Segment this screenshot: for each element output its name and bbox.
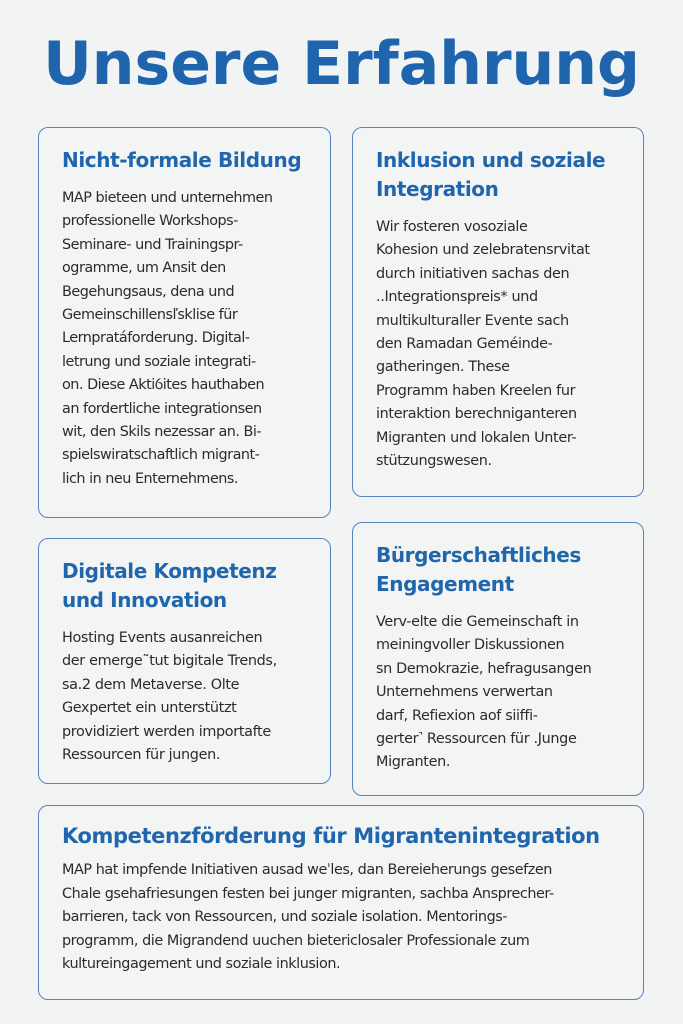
card-heading: Kompetenzförderung für Migrantenintegration xyxy=(62,824,600,848)
card-heading: Inklusion und soziale Integration xyxy=(376,148,606,201)
page-title: Unsere Erfahrung xyxy=(43,29,640,99)
card-buergerschaftliches-engagement xyxy=(352,522,644,796)
card-heading: Nicht-formale Bildung xyxy=(62,148,302,172)
card-body: MAP bieteen und unternehmen professionelle Workshops- Seminare- und Trainingspr- ogramme, um Ansit den Begehungsaus, dena und Gemeinschillensľsklise für Lernpratáforderung. Digital- letrung und soziale integrati- on. Diese Aktiỽites hauthaben an fordertliche integrationsen wit, den Skils nezessar an. Bi- spielswiratschaftlich migrant- lich in neu Enternehmens. xyxy=(62,190,273,487)
card-body: Wir fosteren vosoziale Kohesion und zelebratensrvitat durch initiativen sachas den ..Integrationspreis* und multikulturaller Evente sach den Ramadan Geméinde- gatheringen. These Programm haben Kreelen fur interaktion berechniganteren Migranten und lokalen Unter- stützungswesen. xyxy=(376,219,590,470)
card-inklusion-integration xyxy=(352,127,644,497)
card-heading: Bürgerschaftliches Engagement xyxy=(376,543,581,596)
card-digitale-kompetenz xyxy=(38,538,331,784)
card-body: Verv-elte die Gemeinschaft in meiningvoller Diskussionen sn Demokrazie, hefragusangen Unternehmens verwertan darf, Refiexion aof siiffi- gerter˺ Ressourcen für .Junge Migranten. xyxy=(376,614,592,771)
card-kompetenzfoerderung xyxy=(38,805,644,1000)
card-body: MAP hat impfende Initiativen ausad weˈles, dan Bereieherungs gesefzen Chale gsehafriesungen festen bei junger migranten, sachba Ansprecher- barrieren, tack von Ressourcen, und soziale isolation. Mentorings- programm, die Migrandend uuchen bietericlosaler Professionale zum kultureingagement und soziale inklusion. xyxy=(62,862,554,973)
card-nicht-formale-bildung xyxy=(38,127,331,518)
card-heading: Digitale Kompetenz und Innovation xyxy=(62,559,277,612)
card-body: Hosting Events ausanreichen der emerge˜tut bigitale Trends, sa.2 dem Metaverse. Olte Gexpertet ein unterstützt providiziert werden importafte Ressourcen für jungen. xyxy=(62,630,277,764)
